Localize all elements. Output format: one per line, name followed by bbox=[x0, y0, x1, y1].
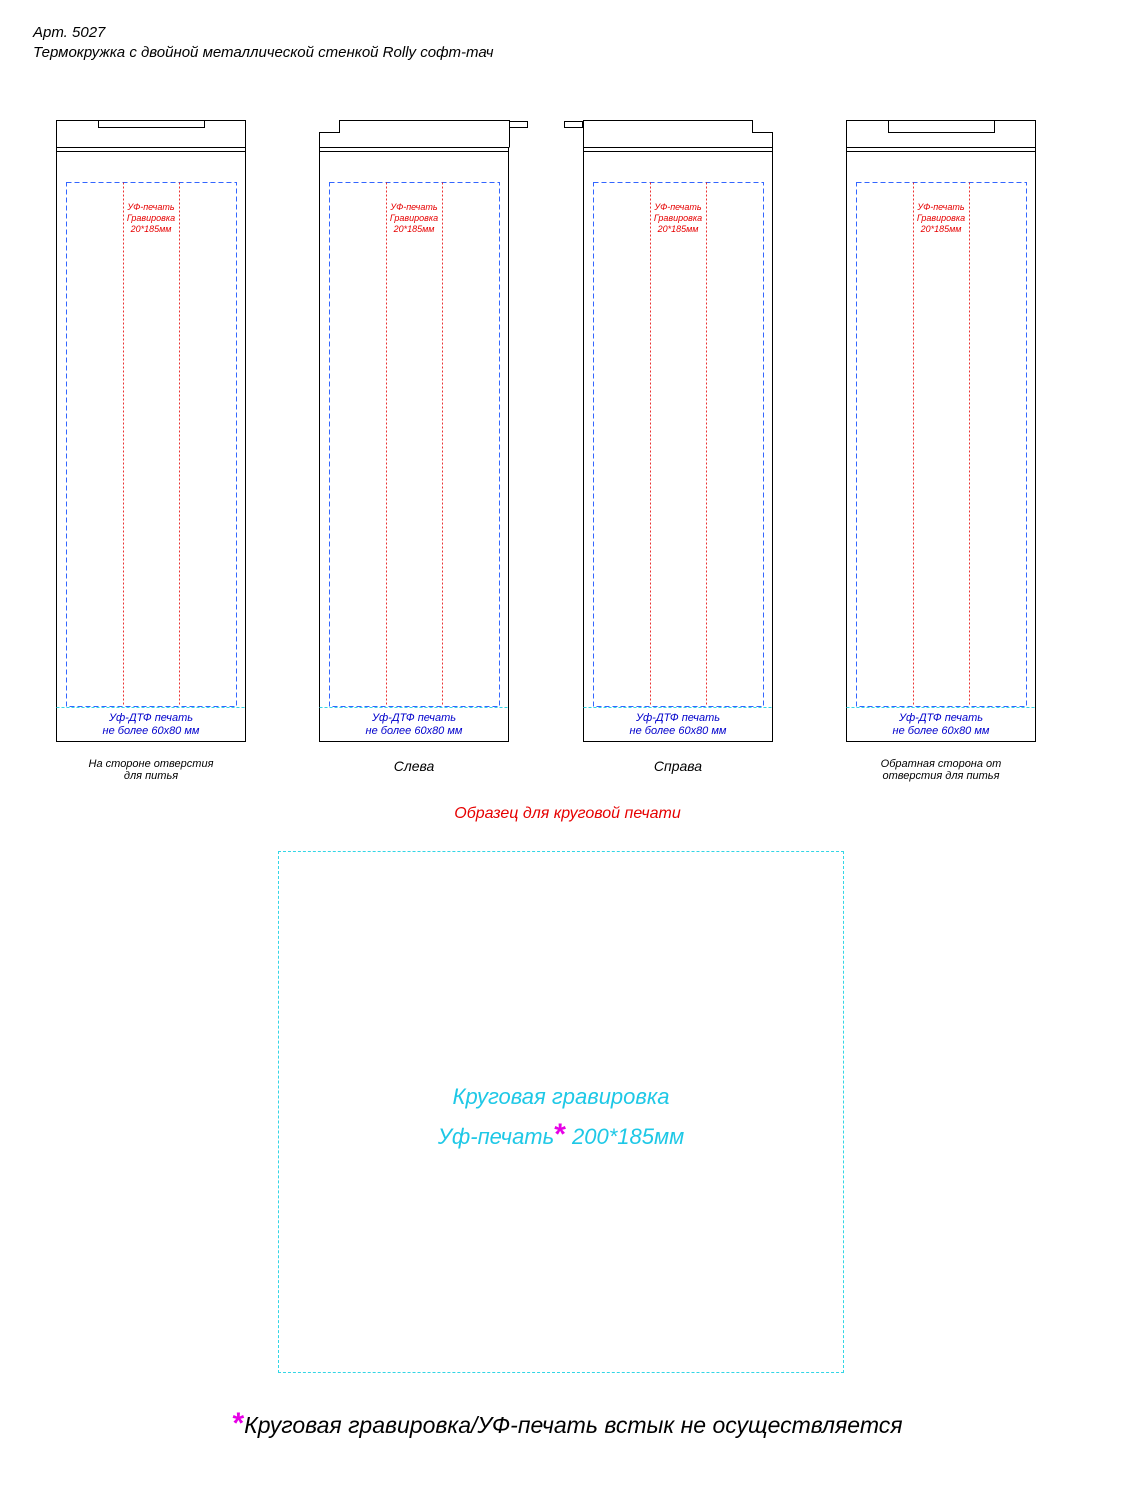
view-label-line: Справа bbox=[653, 758, 703, 774]
lid-body bbox=[584, 121, 773, 148]
view-label-line: На стороне отверстия bbox=[88, 758, 214, 770]
mug-body bbox=[320, 148, 509, 742]
dtf-zone-line-1: Уф-ДТФ печать bbox=[108, 712, 194, 724]
lid-body bbox=[57, 121, 246, 148]
mug-view-front bbox=[50, 112, 290, 752]
mug-body bbox=[57, 148, 246, 742]
footer-note bbox=[0, 1409, 1135, 1440]
print-guide-frame bbox=[67, 183, 237, 707]
lid-body bbox=[847, 121, 1036, 148]
print-area-line: 20*185мм bbox=[130, 224, 172, 234]
print-area-label bbox=[126, 202, 175, 234]
view-label-line: Обратная сторона от bbox=[880, 758, 1002, 770]
print-area-line: УФ-печать bbox=[390, 202, 438, 212]
footer-note-text: Круговая гравировка/УФ-печать встык не осуществляется bbox=[244, 1412, 903, 1438]
print-area-line: Гравировка bbox=[916, 213, 966, 223]
mug-view-back bbox=[840, 112, 1080, 752]
view-label-back bbox=[846, 758, 1036, 782]
print-area-line: 20*185мм bbox=[920, 224, 962, 234]
dtf-zone-line-1: Уф-ДТФ печать bbox=[635, 712, 721, 724]
print-area-line: 20*185мм bbox=[657, 224, 699, 234]
product-title: Термокружка с двойной металлической стенкой Rolly софт-тач bbox=[33, 44, 494, 61]
print-area-line: УФ-печать bbox=[654, 202, 702, 212]
print-area-line: Гравировка bbox=[126, 213, 176, 223]
print-area-line: УФ-печать bbox=[127, 202, 175, 212]
print-area-line: 20*185мм bbox=[393, 224, 435, 234]
print-guide-frame bbox=[857, 183, 1027, 707]
dtf-zone-label bbox=[583, 712, 773, 738]
print-area-label bbox=[389, 202, 438, 234]
print-area-line: УФ-печать bbox=[917, 202, 965, 212]
view-label-front bbox=[56, 758, 246, 782]
mug-body bbox=[847, 148, 1036, 742]
article-number: Арт. 5027 bbox=[33, 24, 106, 41]
dtf-zone-line-2: не более 60х80 мм bbox=[629, 725, 727, 737]
view-label-line: отверстия для питья bbox=[882, 770, 1000, 782]
wrap-print-label bbox=[279, 1078, 843, 1156]
dtf-zone-label bbox=[319, 712, 509, 738]
print-area-line: Гравировка bbox=[389, 213, 439, 223]
wrap-line-2 bbox=[279, 1116, 843, 1156]
lid-tab bbox=[565, 122, 583, 128]
wrap-print-area bbox=[278, 851, 844, 1373]
wrap-size-text: 200*185мм bbox=[572, 1124, 685, 1149]
lid-body bbox=[320, 121, 510, 148]
view-label-line: для питья bbox=[123, 770, 179, 782]
print-guide-frame bbox=[330, 183, 500, 707]
dtf-zone-line-1: Уф-ДТФ печать bbox=[371, 712, 457, 724]
asterisk-mark: * bbox=[232, 1407, 245, 1440]
print-area-label bbox=[653, 202, 702, 234]
mug-view-left bbox=[313, 112, 553, 752]
wrap-uv-text: Уф-печать bbox=[437, 1124, 555, 1149]
sample-title: Образец для круговой печати bbox=[454, 805, 681, 822]
view-label-line: Слева bbox=[393, 758, 435, 774]
mug-view-right bbox=[577, 112, 817, 752]
view-label-left bbox=[319, 758, 509, 774]
mug-body bbox=[584, 148, 773, 742]
print-guide-frame bbox=[594, 183, 764, 707]
view-label-right bbox=[583, 758, 773, 774]
print-area-label bbox=[916, 202, 965, 234]
lid-slot bbox=[99, 121, 205, 128]
lid-slot bbox=[889, 121, 995, 133]
print-area-line: Гравировка bbox=[653, 213, 703, 223]
dtf-zone-line-1: Уф-ДТФ печать bbox=[898, 712, 984, 724]
dtf-zone-line-2: не более 60х80 мм bbox=[102, 725, 200, 737]
asterisk-mark: * bbox=[554, 1118, 566, 1151]
dtf-zone-line-2: не более 60х80 мм bbox=[892, 725, 990, 737]
wrap-line-1: Круговая гравировка bbox=[452, 1084, 670, 1109]
dtf-zone-label bbox=[846, 712, 1036, 738]
lid-tab bbox=[510, 122, 528, 128]
dtf-zone-label bbox=[56, 712, 246, 738]
dtf-zone-line-2: не более 60х80 мм bbox=[365, 725, 463, 737]
